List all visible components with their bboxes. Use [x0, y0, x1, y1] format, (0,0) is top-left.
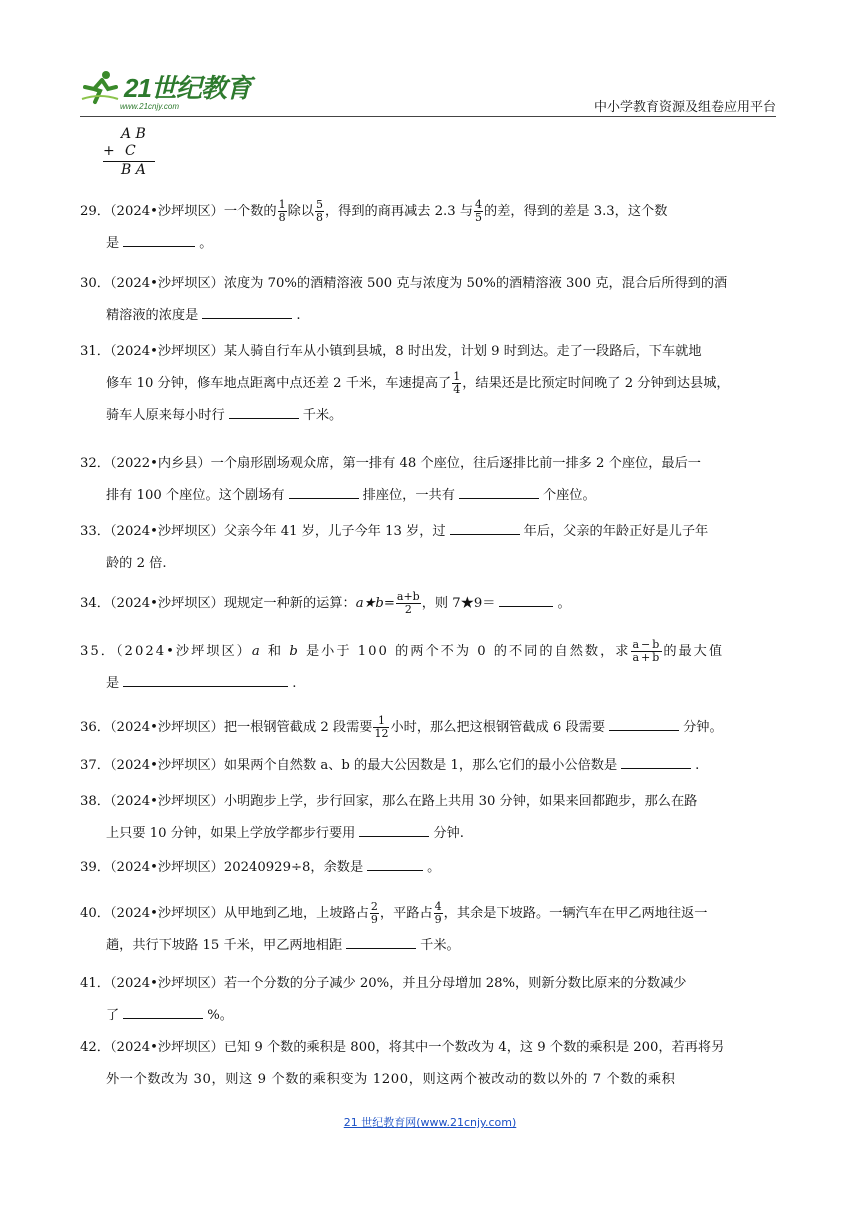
fraction — [370, 901, 379, 926]
denominator: 8 — [278, 211, 286, 224]
numerator: a−b — [632, 638, 662, 651]
answer-blank[interactable] — [289, 484, 359, 499]
q40-text-c: ，其余是下坡路。一辆汽车在甲乙两地往返一 — [443, 906, 708, 921]
fraction — [396, 591, 421, 616]
q30-text-a: 30．（2024•沙坪坝区）浓度为 70%的酒精溶液 500 克与浓度为 50%的酒精溶液 300 克，混合后所得到的酒 — [80, 276, 728, 291]
q41-text-a: 41．（2024•沙坪坝区）若一个分数的分子减少 20%，并且分母增加 28%，则新分数比原来的分数减少 — [80, 976, 687, 991]
runner-logo-icon — [80, 69, 120, 105]
question-33 — [80, 516, 780, 580]
denominator: a+b — [632, 651, 662, 664]
footer-link[interactable]: 21 世纪教育网(www.21cnjy.com) — [343, 1116, 517, 1129]
denominator: 5 — [475, 211, 483, 224]
q29-text-a: 29．（2024•沙坪坝区）一个数的 — [80, 204, 277, 219]
q33-text-c: 龄的 2 倍. — [106, 556, 167, 571]
addition-row-2 — [103, 143, 155, 160]
q31-text-e: 千米。 — [302, 408, 343, 423]
logo — [80, 68, 251, 105]
addition-row-1: A B — [121, 126, 146, 142]
question-41 — [80, 968, 780, 1032]
q29-text-f: 。 — [199, 236, 213, 251]
answer-blank[interactable] — [202, 304, 292, 319]
q35-and: 和 — [267, 644, 284, 659]
numerator: 2 — [370, 900, 378, 913]
fraction — [434, 901, 443, 926]
q35-text-d: 是 — [106, 676, 120, 691]
q34-operation: a★b= — [355, 596, 395, 611]
answer-blank[interactable] — [346, 934, 416, 949]
q30-text-c: . — [296, 308, 301, 323]
q29-text-d: 的差，得到的差是 3.3，这个数 — [484, 204, 668, 219]
question-36 — [80, 712, 780, 744]
q30-text-b: 精溶液的浓度是 — [106, 308, 199, 323]
addition-result: B A — [121, 162, 146, 178]
answer-blank[interactable] — [367, 856, 423, 871]
answer-blank[interactable] — [359, 822, 429, 837]
q37-text-b: . — [695, 758, 700, 773]
q40-text-e: 千米。 — [420, 938, 460, 953]
question-35 — [80, 636, 780, 700]
numerator: 4 — [434, 900, 442, 913]
addition-row-2-value: C — [125, 143, 136, 159]
logo-text: 21世纪教育 — [124, 73, 251, 103]
q40-text-d: 趟，共行下坡路 15 千米，甲乙两地相距 — [106, 938, 343, 953]
q34-text-b: ，则 7★9＝ — [421, 596, 496, 611]
q32-text-d: 个座位。 — [542, 488, 596, 503]
denominator: 2 — [404, 603, 412, 616]
q32-text-b: 排有 100 个座位。这个剧场有 — [106, 488, 285, 503]
q40-text-a: 40．（2024•沙坪坝区）从甲地到乙地，上坡路占 — [80, 906, 369, 921]
q34-text-a: 34．（2024•沙坪坝区）现规定一种新的运算： — [80, 596, 356, 611]
q35-var-b: b — [289, 644, 300, 659]
q38-text-c: 分钟. — [433, 826, 464, 841]
platform-title: 中小学教育资源及组卷应用平台 — [593, 100, 776, 115]
q32-text-c: 排座位，一共有 — [362, 488, 455, 503]
answer-blank[interactable] — [123, 1004, 203, 1019]
question-42 — [80, 1032, 780, 1096]
question-38 — [80, 786, 780, 850]
q38-text-b: 上只要 10 分钟，如果上学放学都步行要用 — [106, 826, 356, 841]
fraction — [315, 199, 324, 224]
q31-text-a: 31．（2024•沙坪坝区）某人骑自行车从小镇到县城，8 时出发，计划 9 时到达。走了一段路后，下车就地 — [80, 344, 702, 359]
denominator: 8 — [315, 211, 323, 224]
q39-text-b: 。 — [427, 860, 441, 875]
fraction — [278, 199, 287, 224]
q35-text-a: 35．（2024•沙坪坝区） — [80, 644, 252, 659]
plus-sign: + — [103, 143, 115, 159]
q29-text-e: 是 — [106, 236, 120, 251]
q32-text-a: 32．（2022•内乡县）一个扇形剧场观众席，第一排有 48 个座位，往后逐排比前一排多 2 个座位，最后一 — [80, 456, 701, 471]
answer-blank[interactable] — [609, 716, 679, 731]
q40-text-b: ，平路占 — [379, 906, 433, 921]
question-34 — [80, 588, 780, 620]
question-31 — [80, 336, 780, 432]
answer-blank[interactable] — [459, 484, 539, 499]
numerator: 1 — [453, 370, 461, 383]
q34-text-c: 。 — [557, 596, 571, 611]
q41-text-b: 了 — [106, 1008, 120, 1023]
q42-text-a: 42．（2024•沙坪坝区）已知 9 个数的乘积是 800，将其中一个数改为 4，这 9 个数的乘积是 200，若再将另 — [80, 1040, 725, 1055]
q35-text-b: 是小于 100 的两个不为 0 的不同的自然数，求 — [305, 644, 631, 659]
q29-text-b: 除以 — [287, 204, 314, 219]
question-32 — [80, 448, 780, 512]
numerator: 1 — [373, 715, 389, 728]
fraction — [452, 371, 461, 396]
answer-blank[interactable] — [123, 232, 195, 247]
q31-text-c: ，结果还是比预定时间晚了 2 分钟到达县城， — [462, 376, 730, 391]
fraction — [373, 715, 389, 740]
question-29 — [80, 196, 780, 260]
question-40 — [80, 898, 780, 962]
numerator: a+b — [396, 590, 420, 603]
q35-var-a: a — [251, 644, 262, 659]
fraction — [631, 639, 662, 664]
question-37 — [80, 750, 780, 782]
q41-text-c: %。 — [207, 1008, 233, 1023]
fraction — [474, 199, 483, 224]
q35-text-c: 的最大值 — [663, 644, 725, 659]
page-header — [80, 58, 776, 118]
q38-text-a: 38．（2024•沙坪坝区）小明跑步上学，步行回家，那么在路上共用 30 分钟，如果来回都跑步，那么在路 — [80, 794, 698, 809]
q33-text-b: 年后，父亲的年龄正好是儿子年 — [523, 524, 709, 539]
denominator: 12 — [374, 727, 389, 740]
q37-text-a: 37．（2024•沙坪坝区）如果两个自然数 a、b 的最大公因数是 1，那么它们的最小公倍数是 — [80, 758, 618, 773]
answer-blank[interactable] — [450, 520, 520, 535]
answer-blank[interactable] — [621, 754, 691, 769]
q36-text-b: 小时，那么把这根钢管截成 6 段需要 — [390, 720, 606, 735]
q42-text-b: 外一个数改为 30，则这 9 个数的乘积变为 1200，则这两个被改动的数以外的 7 个数的乘积 — [106, 1072, 676, 1087]
q31-text-d: 骑车人原来每小时行 — [106, 408, 225, 423]
denominator: 9 — [370, 913, 378, 926]
q29-text-c: ，得到的商再减去 2.3 与 — [324, 204, 474, 219]
vertical-addition — [103, 126, 155, 179]
denominator: 9 — [434, 913, 442, 926]
q35-text-e: . — [292, 676, 297, 691]
answer-blank[interactable] — [229, 404, 299, 419]
logo-subtitle: www.21cnjy.com — [120, 102, 179, 111]
header-divider — [80, 116, 776, 117]
numerator: 5 — [315, 198, 323, 211]
q39-text-a: 39．（2024•沙坪坝区）20240929÷8，余数是 — [80, 860, 364, 875]
numerator: 1 — [278, 198, 286, 211]
question-39 — [80, 852, 780, 884]
question-30 — [80, 268, 780, 332]
answer-blank[interactable] — [123, 672, 288, 687]
q31-text-b: 修车 10 分钟，修车地点距离中点还差 2 千米，车速提高了 — [106, 376, 452, 391]
q36-text-a: 36．（2024•沙坪坝区）把一根钢管截成 2 段需要 — [80, 720, 373, 735]
q33-text-a: 33．（2024•沙坪坝区）父亲今年 41 岁，儿子今年 13 岁，过 — [80, 524, 446, 539]
numerator: 4 — [475, 198, 483, 211]
answer-blank[interactable] — [499, 592, 553, 607]
denominator: 4 — [453, 383, 461, 396]
q36-text-c: 分钟。 — [683, 720, 723, 735]
